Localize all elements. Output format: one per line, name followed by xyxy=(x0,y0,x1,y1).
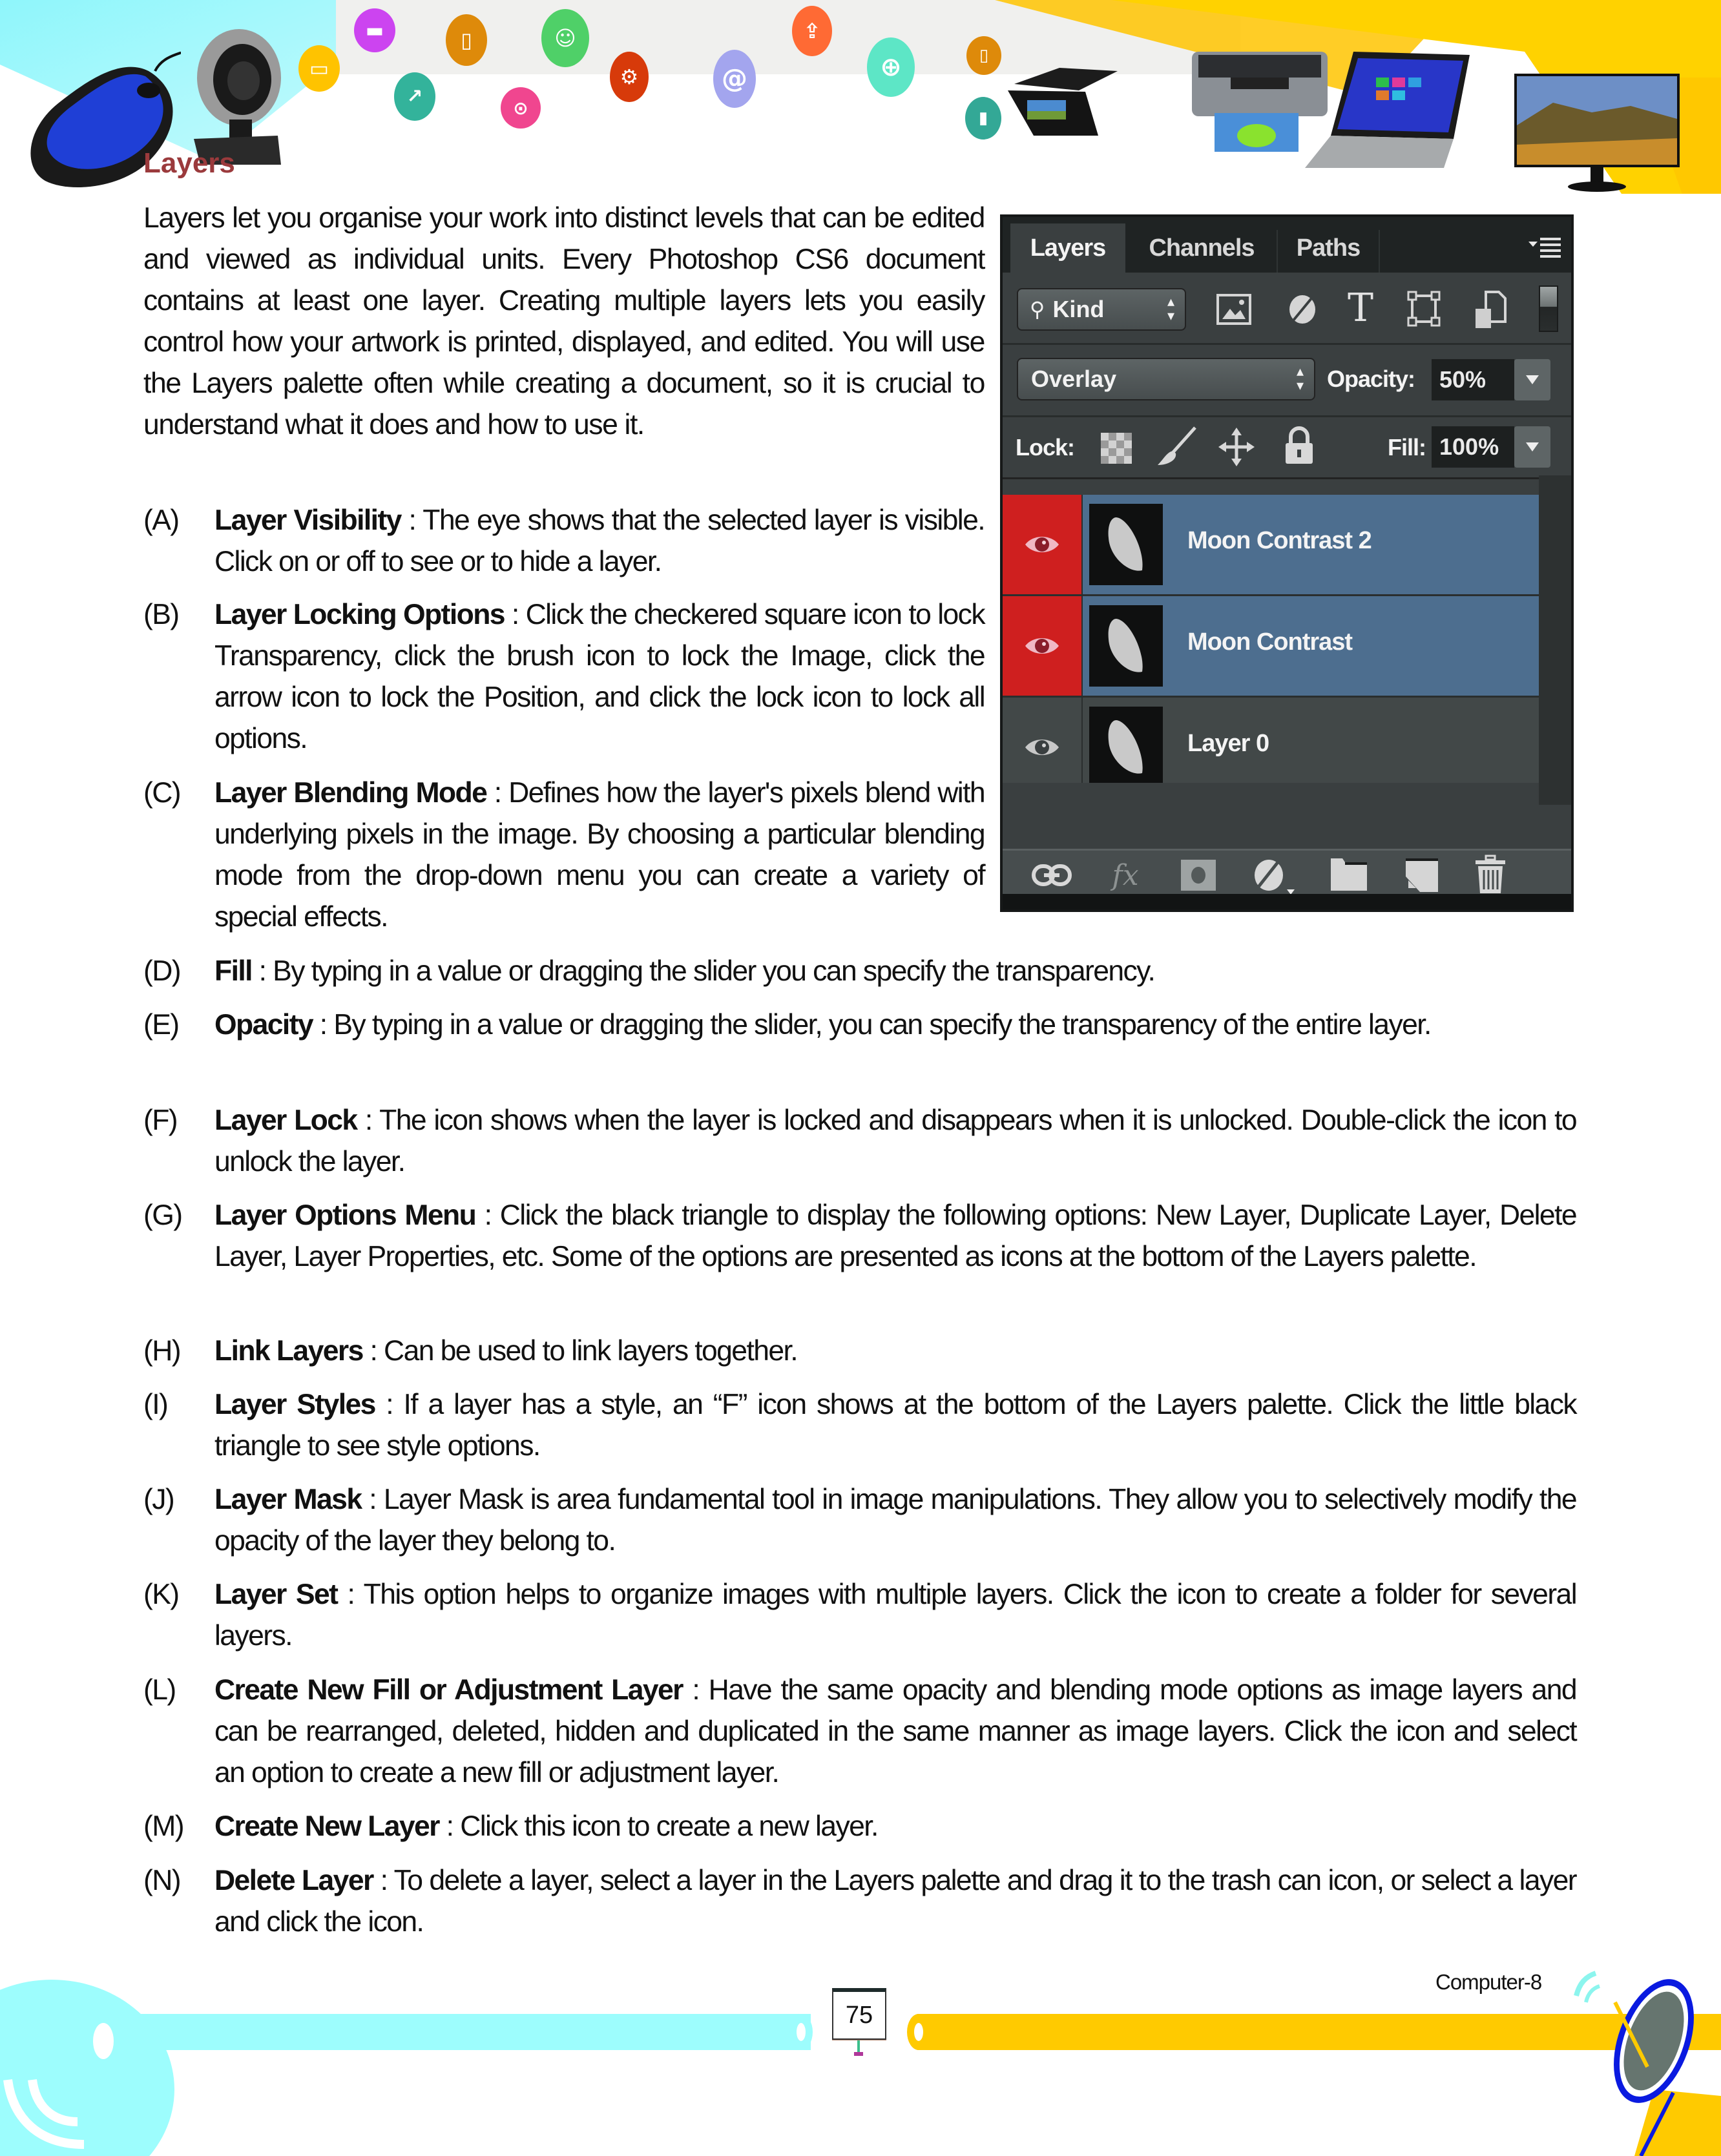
eye-icon xyxy=(1024,533,1060,556)
lock-position-move-icon[interactable] xyxy=(1218,428,1255,466)
webcam-image xyxy=(181,29,291,165)
filter-row xyxy=(1003,273,1571,345)
tab-channels[interactable]: Channels xyxy=(1149,234,1255,262)
mouse-icon: ▯ xyxy=(446,14,487,66)
fill-slider-dropdown[interactable] xyxy=(1514,426,1550,468)
item-term: Create New Layer xyxy=(214,1810,439,1842)
visibility-toggle[interactable] xyxy=(1003,698,1083,797)
layer-row[interactable] xyxy=(1003,495,1539,596)
item-label: (E) xyxy=(143,1009,179,1041)
item-text: : Click the black triangle to display the following options: New Layer, Duplicate Layer, Delete Layer, Layer Properties, etc. Some of the options are presented as icons at the bottom of the Layers palette. xyxy=(214,1199,1576,1272)
chevron-down-icon xyxy=(1526,442,1539,451)
gears-icon: ⚙ xyxy=(610,52,649,102)
lock-label: Lock: xyxy=(1016,434,1075,461)
layer-name: Moon Contrast xyxy=(1187,628,1353,656)
layer-name: Layer 0 xyxy=(1187,730,1269,757)
item-term: Link Layers xyxy=(214,1335,363,1367)
laptop-image xyxy=(1305,52,1499,168)
item-term: Layer Mask xyxy=(214,1484,362,1515)
item-label: (C) xyxy=(143,777,180,809)
moon-thumbnail-image xyxy=(1103,512,1149,577)
list-item-delete-layer xyxy=(143,1860,1576,1943)
layer-thumbnail xyxy=(1089,504,1163,585)
item-text: : By typing in a value or dragging the slider, you can specify the transparency of the entire layer. xyxy=(313,1009,1431,1041)
list-item-layer-lock xyxy=(143,1100,1576,1183)
visibility-toggle[interactable] xyxy=(1003,596,1083,696)
layer-style-fx-icon[interactable]: fx xyxy=(1112,858,1139,892)
lock-row xyxy=(1003,417,1571,479)
layer-thumbnail xyxy=(1089,605,1163,687)
search-icon: ⚲ xyxy=(1030,297,1045,322)
layer-mask-icon[interactable] xyxy=(1181,860,1216,891)
shape-filter-icon[interactable] xyxy=(1407,291,1441,327)
panel-footer-toolbar xyxy=(1003,849,1571,900)
fill-input[interactable]: 100% xyxy=(1432,426,1514,468)
header-banner xyxy=(0,0,1721,194)
item-text: : By typing in a value or dragging the slider you can specify the transparency. xyxy=(251,955,1155,987)
list-item-create-new-layer xyxy=(143,1806,1576,1847)
tab-layers[interactable]: Layers xyxy=(1010,223,1125,273)
scanner-image xyxy=(1008,65,1137,139)
upload-icon: ⇪ xyxy=(792,6,832,56)
mouse-icon: ▯ xyxy=(966,36,1001,75)
item-term: Layer Locking Options xyxy=(214,599,505,630)
item-term: Layer Set xyxy=(214,1579,338,1610)
item-label: (H) xyxy=(143,1335,180,1367)
list-item-layer-blending-mode xyxy=(143,772,985,938)
item-text: : Can be used to link layers together. xyxy=(362,1335,798,1367)
item-label: (D) xyxy=(143,955,180,987)
new-group-folder-icon[interactable] xyxy=(1331,858,1367,891)
list-item-layer-visibility xyxy=(143,500,985,583)
gamepad-icon: ⊙ xyxy=(501,87,541,129)
visibility-toggle[interactable] xyxy=(1003,495,1083,594)
adjustment-filter-icon[interactable] xyxy=(1287,293,1318,326)
item-text: : Defines how the layer's pixels blend with underlying pixels in the image. By choosing a particular blending mode from the drop-down menu you can create a variety of special effects. xyxy=(214,777,985,933)
page-number: 75 xyxy=(832,1988,886,2040)
folder-icon: ▬ xyxy=(354,8,395,52)
item-text: : Click this icon to create a new layer. xyxy=(439,1810,878,1842)
item-label: (F) xyxy=(143,1104,178,1136)
opacity-slider-dropdown[interactable] xyxy=(1514,359,1550,400)
stepper-arrows-icon: ▴ ▾ xyxy=(1296,364,1304,394)
type-filter-icon[interactable]: T xyxy=(1347,285,1374,331)
item-term: Opacity xyxy=(214,1009,313,1041)
layer-name: Moon Contrast 2 xyxy=(1187,527,1372,554)
filter-kind-label: Kind xyxy=(1052,296,1105,322)
item-text: : Layer Mask is area fundamental tool in image manipulations. They allow you to selectively modify the opacity of the layer they belong to. xyxy=(214,1484,1576,1557)
smart-object-filter-icon[interactable] xyxy=(1474,289,1508,329)
lock-transparency-icon[interactable] xyxy=(1101,433,1132,464)
item-term: Layer Styles xyxy=(214,1389,375,1420)
item-term: Layer Visibility xyxy=(214,504,401,536)
yellow-pipe xyxy=(917,2014,1721,2050)
blend-mode-value: Overlay xyxy=(1031,366,1117,392)
panel-tab-bar xyxy=(1003,217,1571,273)
item-label: (I) xyxy=(143,1389,168,1420)
bar-chart-icon: ▮ xyxy=(965,97,1001,140)
item-label: (G) xyxy=(143,1199,182,1231)
network-people-icon: ☺ xyxy=(541,9,589,67)
cyan-circle xyxy=(0,1980,174,2156)
moon-thumbnail-image xyxy=(1103,715,1149,780)
opacity-label: Opacity: xyxy=(1327,366,1415,392)
list-item-opacity xyxy=(143,1004,1576,1046)
layer-row[interactable] xyxy=(1003,596,1539,698)
page-heading: Layers xyxy=(143,147,235,179)
item-label: (N) xyxy=(143,1865,180,1896)
lock-image-brush-icon[interactable] xyxy=(1155,426,1196,468)
lock-all-icon[interactable] xyxy=(1284,426,1314,465)
item-label: (M) xyxy=(143,1810,183,1842)
item-label: (A) xyxy=(143,504,179,536)
list-item-layer-set xyxy=(143,1574,1576,1657)
layers-panel-screenshot xyxy=(1000,214,1574,912)
globe-icon: ⊕ xyxy=(867,37,915,97)
monitor-image xyxy=(1514,74,1680,193)
list-item-link-layers xyxy=(143,1331,1576,1372)
fill-label: Fill: xyxy=(1388,434,1426,461)
growth-chart-icon: ↗ xyxy=(394,72,435,121)
link-layers-icon[interactable] xyxy=(1031,862,1072,888)
filter-kind-select[interactable] xyxy=(1017,288,1186,331)
item-term: Fill xyxy=(214,955,252,987)
item-term: Layer Lock xyxy=(214,1104,357,1136)
item-term: Create New Fill or Adjustment Layer xyxy=(214,1674,683,1706)
adjustment-layer-icon[interactable] xyxy=(1252,857,1297,896)
list-item-fill xyxy=(143,951,1576,992)
list-item-layer-mask xyxy=(143,1479,1576,1562)
item-text: : Have the same opacity and blending mode options as image layers and can be rearranged, deleted, hidden and duplicated in the same manner as image layers. Click the icon and select an option to create a new fill or adjustment layer. xyxy=(214,1674,1576,1788)
item-label: (K) xyxy=(143,1579,179,1610)
list-item-create-fill-adjustment-layer xyxy=(143,1670,1576,1794)
blend-row xyxy=(1003,345,1571,417)
item-text: : If a layer has a style, an “F” icon shows at the bottom of the Layers palette. Click the little black triangle to see style options. xyxy=(214,1389,1576,1462)
item-term: Delete Layer xyxy=(214,1865,373,1896)
item-label: (L) xyxy=(143,1674,176,1706)
list-item-layer-options-menu xyxy=(143,1195,1576,1278)
new-layer-icon[interactable] xyxy=(1406,858,1438,892)
list-item-layer-styles xyxy=(143,1384,1576,1467)
tab-separator xyxy=(1379,230,1380,273)
item-text: : The eye shows that the selected layer is visible. Click on or off to see or to hide a layer. xyxy=(214,504,985,577)
item-label: (B) xyxy=(143,599,179,630)
tab-paths[interactable]: Paths xyxy=(1296,234,1361,262)
stepper-arrows-icon: ▴ ▾ xyxy=(1167,294,1174,324)
monitor-icon: ▭ xyxy=(298,45,340,92)
intro-paragraph: Layers let you organise your work into distinct levels that can be edited and viewed as individual units. Every Photoshop CS6 document contains at least one layer. Creating multiple layers lets you easily control how your artwork is printed, displayed, and edited. You will use the Layers palette often while creating a document, so it is crucial to understand what it does and how to use it. xyxy=(143,202,985,441)
item-term: Layer Options Menu xyxy=(214,1199,476,1231)
eye-icon xyxy=(1024,634,1060,658)
filter-toggle-switch[interactable] xyxy=(1539,285,1558,332)
panel-bottom-edge xyxy=(1003,894,1571,909)
blend-mode-select[interactable] xyxy=(1017,358,1315,400)
item-text: : To delete a layer, select a layer in the Layers palette and drag it to the trash can icon, or select a layer and click the icon. xyxy=(214,1865,1576,1938)
at-email-icon: @ xyxy=(713,50,756,108)
image-filter-icon[interactable] xyxy=(1216,293,1252,326)
book-title: Computer-8 xyxy=(1435,1970,1542,1994)
item-text: : The icon shows when the layer is locked and disappears when it is unlocked. Double-click the icon to unlock the layer. xyxy=(214,1104,1576,1177)
layer-thumbnail xyxy=(1089,707,1163,788)
list-item-layer-locking-options xyxy=(143,594,985,760)
opacity-input[interactable]: 50% xyxy=(1432,359,1514,400)
item-term: Layer Blending Mode xyxy=(214,777,487,809)
chevron-down-icon xyxy=(1526,375,1539,384)
panel-options-menu-icon[interactable] xyxy=(1528,236,1562,260)
moon-thumbnail-image xyxy=(1103,614,1149,678)
item-text: : This option helps to organize images with multiple layers. Click the icon to create a folder for several layers. xyxy=(214,1579,1576,1652)
delete-trash-icon[interactable] xyxy=(1474,855,1507,895)
item-text: : Click the checkered square icon to lock Transparency, click the brush icon to lock the Image, click the arrow icon to lock the Position, and click the lock icon to lock all options. xyxy=(214,599,985,754)
layers-scrollbar[interactable] xyxy=(1539,475,1571,805)
item-label: (J) xyxy=(143,1484,174,1515)
eye-icon xyxy=(1024,736,1060,759)
